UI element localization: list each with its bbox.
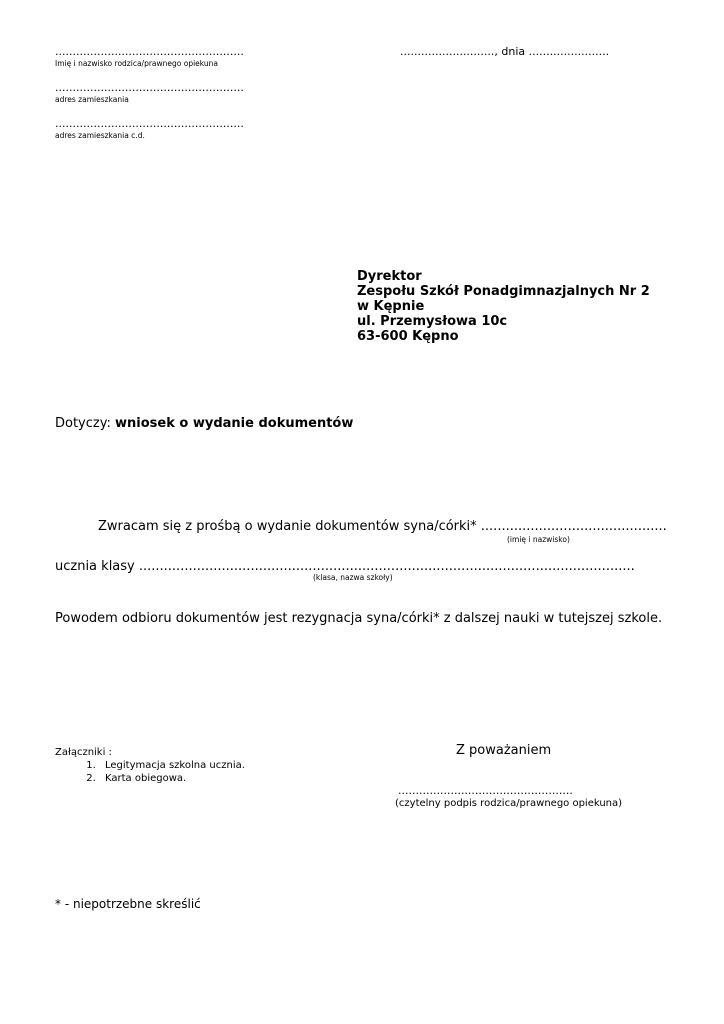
attachment-item: 1. Legitymacja szkolna ucznia. (99, 759, 245, 772)
footnote: * - niepotrzebne skreślić (55, 897, 201, 911)
parent-name-caption: Imię i nazwisko rodzica/prawnego opiekuna (55, 59, 219, 68)
attachments-section (55, 746, 245, 785)
attachments-list (55, 759, 245, 785)
address2-caption: adres zamieszkania c.d. (55, 131, 145, 140)
class-line: ucznia klasy ........................................................................................................................ (55, 559, 635, 574)
parent-name-line: ...................................................... (55, 45, 244, 58)
recipient-line-1: Dyrektor (357, 269, 422, 284)
attachments-title: Załączniki : (55, 747, 112, 758)
recipient-line-4: ul. Przemysłowa 10c (357, 314, 508, 329)
subject-text: wniosek o wydanie dokumentów (115, 416, 354, 431)
signature-line: .................................................. (398, 784, 573, 797)
closing-greeting: Z poważaniem (456, 743, 552, 758)
class-caption: (klasa, nazwa szkoły) (313, 573, 393, 582)
address2-line: ...................................................... (55, 117, 244, 130)
address-line: ...................................................... (55, 81, 244, 94)
place-date-line: ..........................., dnia ....................... (400, 45, 610, 58)
signature-caption: (czytelny podpis rodzica/prawnego opiekuna) (395, 798, 623, 809)
recipient-line-3: w Kępnie (357, 299, 425, 314)
attachment-item: 2. Karta obiegowa. (99, 772, 245, 785)
recipient-address (357, 269, 650, 344)
address-caption: adres zamieszkania (55, 95, 129, 104)
request-caption: (imię i nazwisko) (507, 535, 570, 544)
recipient-line-5: 63-600 Kępno (357, 329, 459, 344)
subject-prefix: Dotyczy: (55, 416, 111, 431)
recipient-line-2: Zespołu Szkół Ponadgimnazjalnych Nr 2 (357, 284, 650, 299)
subject-line (55, 416, 353, 431)
request-line: Zwracam się z prośbą o wydanie dokumentów syna/córki* ............................................. (98, 519, 667, 534)
reason-paragraph: Powodem odbioru dokumentów jest rezygnacja syna/córki* z dalszej nauki w tutejszej szkole. (55, 611, 663, 626)
